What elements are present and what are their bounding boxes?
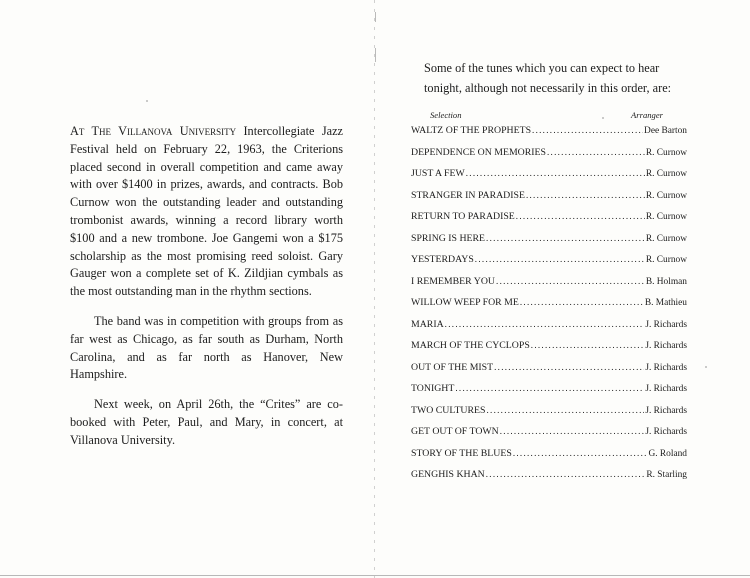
tune-arranger: R. Curnow bbox=[645, 212, 687, 222]
tune-list bbox=[411, 125, 687, 491]
dot-leader bbox=[516, 211, 645, 221]
tune-title: TONIGHT bbox=[411, 383, 455, 394]
tune-title: MARIA bbox=[411, 318, 444, 330]
tune-row bbox=[411, 469, 687, 491]
tune-title: DEPENDENCE ON MEMORIES bbox=[411, 146, 546, 158]
tune-row bbox=[411, 254, 687, 276]
tune-arranger: J. Richards bbox=[645, 362, 687, 373]
tune-row bbox=[411, 168, 687, 190]
dot-leader bbox=[513, 448, 648, 458]
dot-leader bbox=[475, 254, 645, 264]
tune-arranger: J. Richards bbox=[645, 405, 687, 416]
tune-arranger: B. Mathieu bbox=[644, 298, 687, 308]
tune-row bbox=[411, 125, 687, 147]
tune-title: TWO CULTURES bbox=[411, 404, 486, 416]
tune-row bbox=[411, 448, 687, 470]
tune-title: MARCH OF THE CYCLOPS bbox=[411, 340, 530, 351]
dot-leader bbox=[547, 147, 645, 157]
tune-row bbox=[411, 426, 687, 448]
tune-row bbox=[411, 276, 687, 298]
paragraph-lead-in: At The Villanova University bbox=[70, 124, 237, 138]
tune-arranger: B. Holman bbox=[645, 276, 687, 287]
dot-leader bbox=[494, 362, 644, 372]
tune-row bbox=[411, 340, 687, 362]
dot-leader bbox=[486, 469, 646, 479]
dot-leader bbox=[445, 319, 645, 329]
scan-speck bbox=[375, 48, 376, 62]
tune-title: I REMEMBER YOU bbox=[411, 275, 496, 287]
tune-arranger: J. Richards bbox=[645, 384, 687, 394]
tune-row bbox=[411, 383, 687, 405]
tune-title: STORY OF THE BLUES bbox=[411, 447, 512, 459]
tune-title: WALTZ OF THE PROPHETS bbox=[411, 125, 532, 136]
dot-leader bbox=[486, 233, 645, 243]
tune-row bbox=[411, 147, 687, 169]
tune-title: SPRING IS HERE bbox=[411, 232, 486, 244]
tune-row bbox=[411, 233, 687, 255]
tune-title: YESTERDAYS bbox=[411, 254, 474, 265]
tune-arranger: R. Curnow bbox=[645, 190, 687, 201]
tune-row bbox=[411, 190, 687, 212]
tune-title: GET OUT OF TOWN bbox=[411, 426, 499, 437]
tune-arranger: J. Richards bbox=[645, 319, 687, 330]
scan-speck bbox=[705, 366, 707, 368]
scan-speck bbox=[375, 12, 376, 22]
tune-row bbox=[411, 405, 687, 427]
festival-text bbox=[70, 123, 343, 462]
dot-leader bbox=[496, 276, 645, 286]
dot-leader bbox=[532, 125, 643, 135]
tune-title: RETURN TO PARADISE bbox=[411, 211, 515, 222]
tune-row bbox=[411, 319, 687, 341]
tune-arranger: G. Roland bbox=[648, 448, 687, 459]
tune-arranger: R. Curnow bbox=[645, 233, 687, 244]
paragraph-body: Intercollegiate Jazz Festival held on February 22, 1963, the Criterions placed second in overall competition and came away with over $1400 in prizes, awards, and contracts. Bob Curnow won the outstanding leader and outstanding trombonist awards, winning a record library worth $100 and a new trombone. Joe Gangemi won a $175 scholarship as the most promising reed soloist. Gary Gauger won a complete set of K. Zildjian cymbals as the most outstanding man in the rhythm sections. bbox=[70, 124, 343, 299]
arranger-header: Arranger bbox=[631, 110, 663, 120]
tune-arranger: J. Richards bbox=[645, 341, 687, 351]
tune-row bbox=[411, 297, 687, 319]
tune-title: GENGHIS KHAN bbox=[411, 469, 485, 480]
scan-speck bbox=[602, 117, 604, 119]
tune-arranger: R. Starling bbox=[646, 470, 687, 480]
dot-leader bbox=[455, 383, 644, 393]
tune-title: STRANGER IN PARADISE bbox=[411, 189, 525, 201]
selection-header: Selection bbox=[430, 110, 462, 120]
tunes-intro: Some of the tunes which you can expect to hear tonight, although not necessarily in this order, are: bbox=[424, 61, 672, 95]
dot-leader bbox=[466, 168, 645, 178]
dot-leader bbox=[486, 405, 644, 415]
tune-arranger: J. Richards bbox=[645, 427, 687, 437]
paragraph-festival-results bbox=[70, 123, 343, 301]
tune-title: JUST A FEW bbox=[411, 168, 465, 179]
tune-title: OUT OF THE MIST bbox=[411, 361, 494, 373]
scan-speck bbox=[146, 100, 148, 102]
paragraph-competition: The band was in competition with groups from as far west as Chicago, as far south as Durham, North Carolina, and as far north as Hanover, New Hampshire. bbox=[70, 313, 343, 382]
tune-row bbox=[411, 211, 687, 233]
dot-leader bbox=[531, 340, 645, 350]
tune-row bbox=[411, 362, 687, 384]
dot-leader bbox=[520, 297, 644, 307]
dot-leader bbox=[500, 426, 645, 436]
tune-arranger: R. Curnow bbox=[645, 147, 687, 158]
tune-arranger: Dee Barton bbox=[644, 126, 687, 136]
dot-leader bbox=[526, 190, 645, 200]
tune-arranger: R. Curnow bbox=[645, 255, 687, 265]
paragraph-next-week: Next week, on April 26th, the “Crites” are co-booked with Peter, Paul, and Mary, in concert, at Villanova University. bbox=[70, 397, 343, 447]
page-bottom-edge bbox=[0, 575, 750, 576]
tune-title: WILLOW WEEP FOR ME bbox=[411, 297, 519, 308]
tune-arranger: R. Curnow bbox=[645, 169, 687, 179]
